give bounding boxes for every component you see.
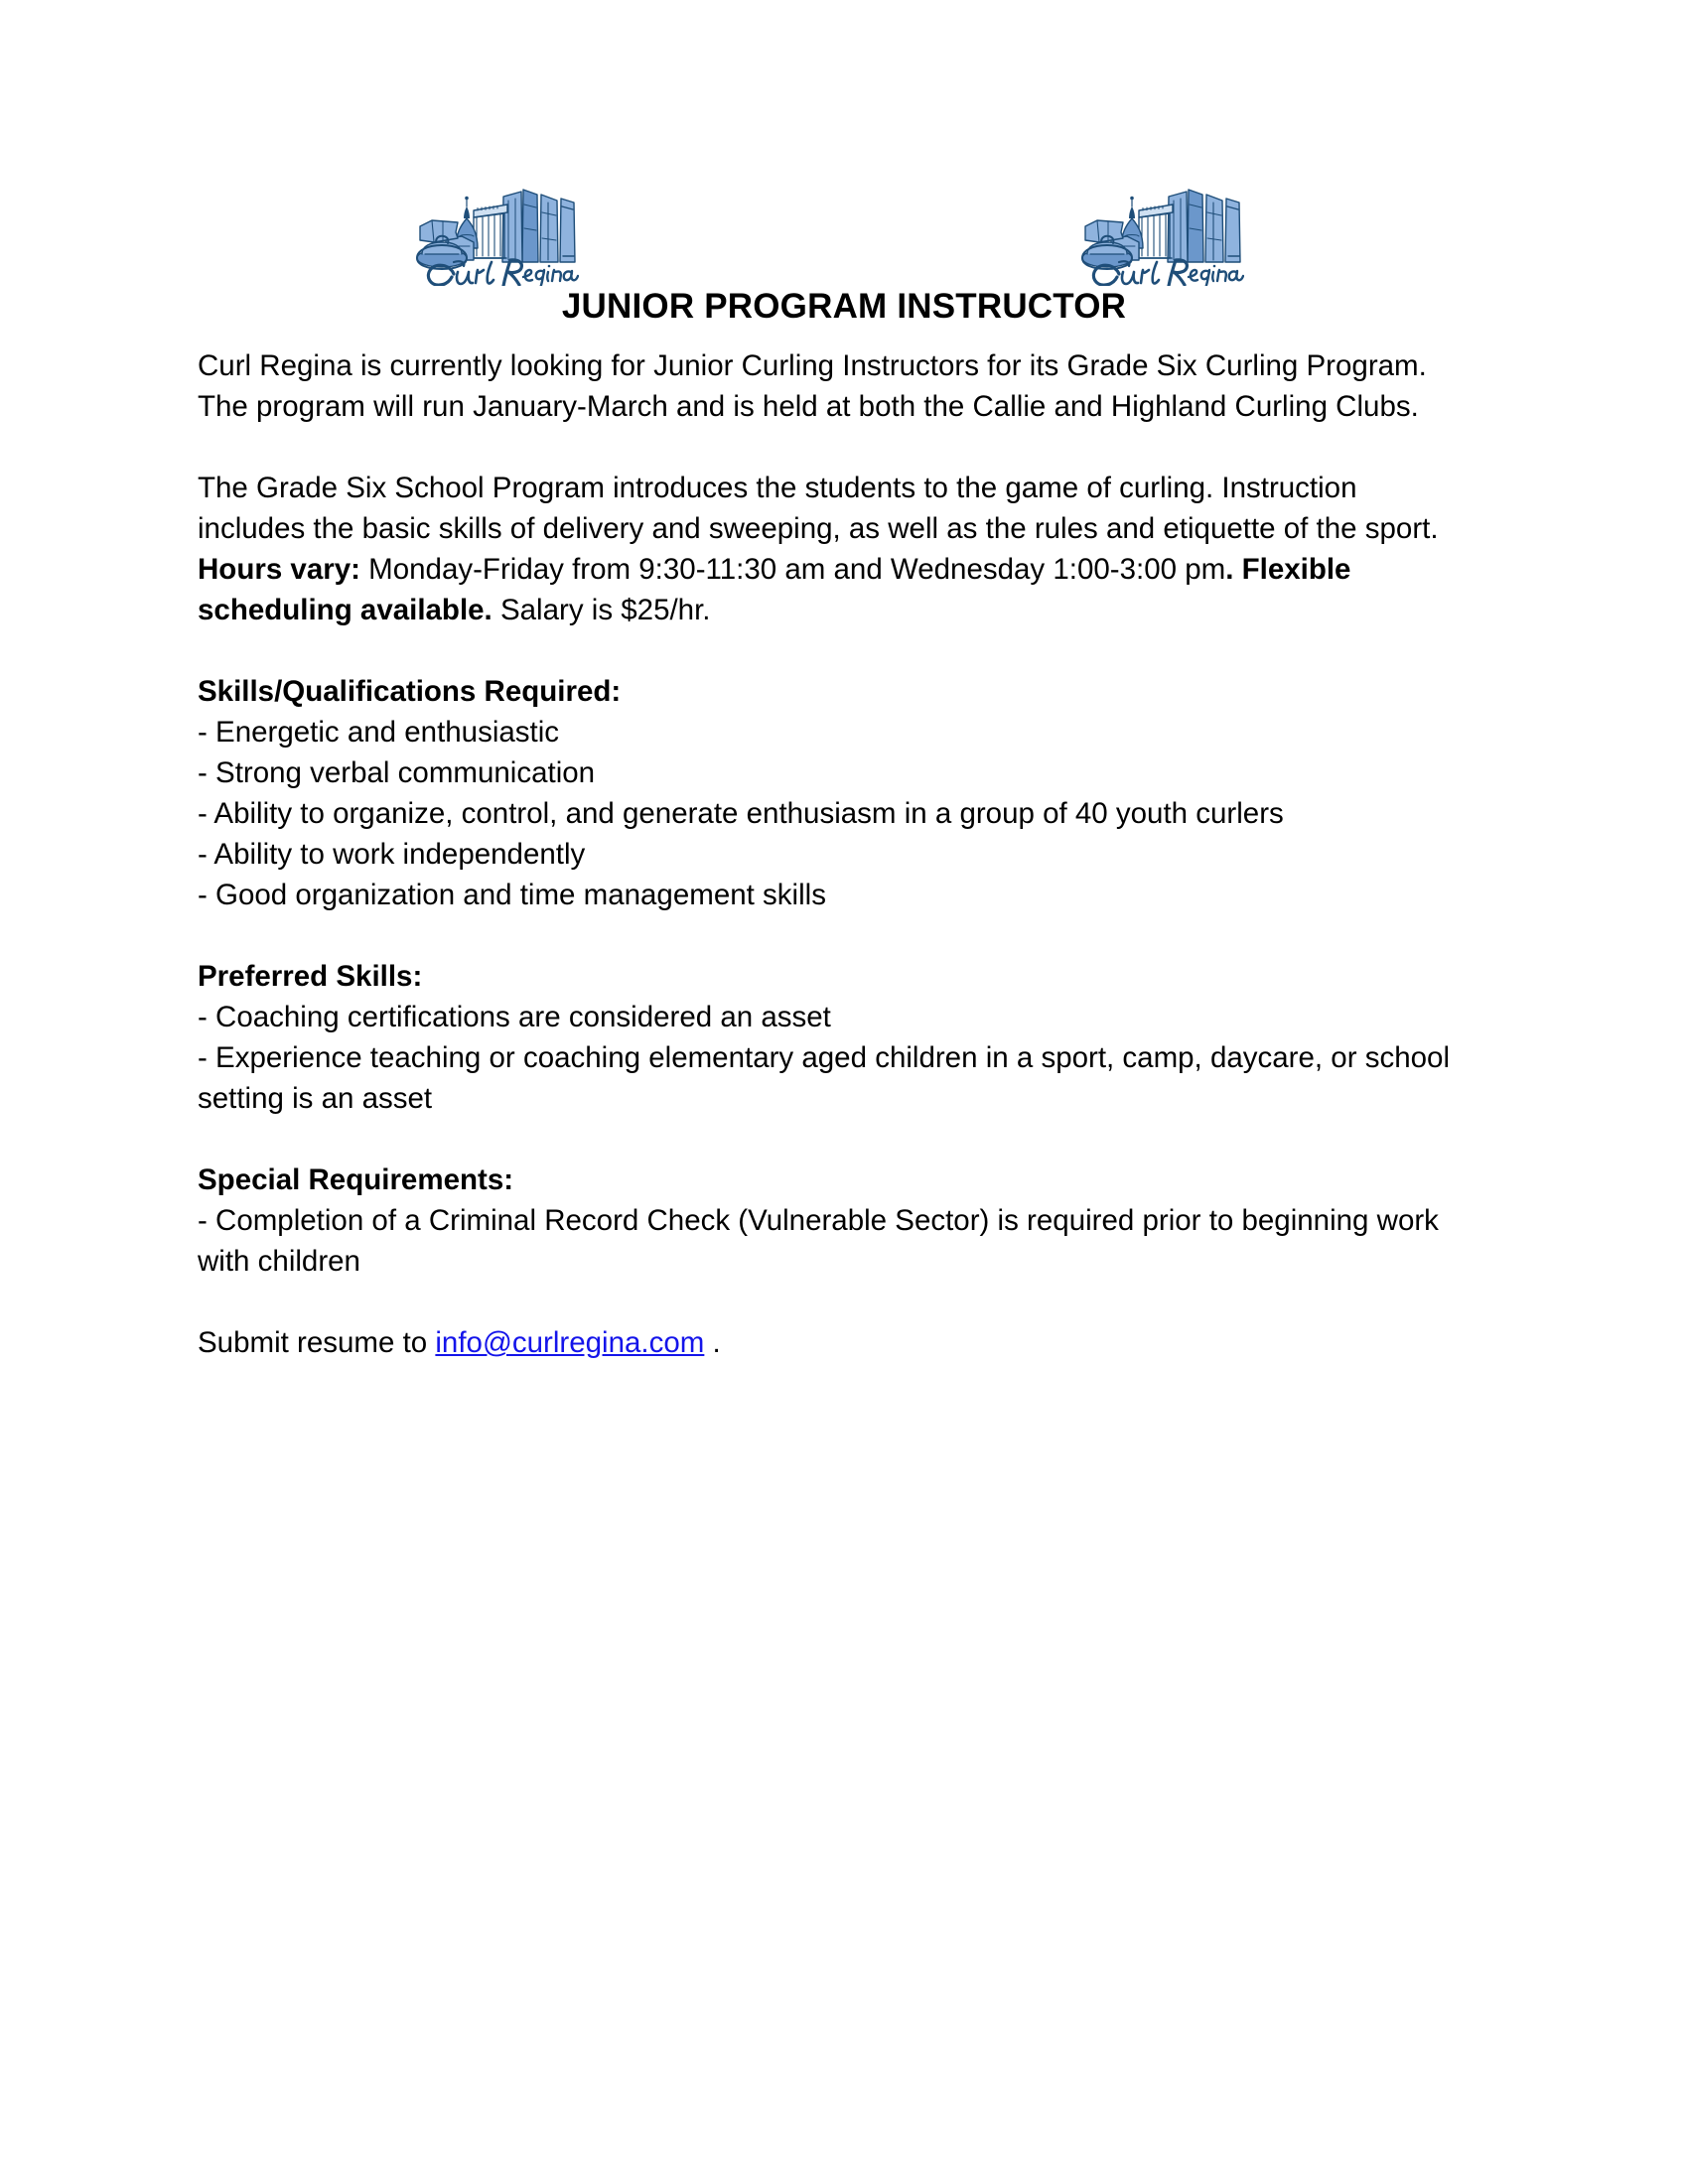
- list-item: - Completion of a Criminal Record Check (Vulnerable Sector) is required prior to beginning work with children: [198, 1204, 1439, 1278]
- page-title: JUNIOR PROGRAM INSTRUCTOR: [561, 287, 1127, 327]
- curl-regina-logo-left: [412, 177, 579, 286]
- spacer: [198, 427, 1488, 468]
- program-line-2: includes the basic skills of delivery and sweeping, as well as the rules and etiquette of the sport.: [198, 512, 1439, 545]
- submit-resume-line: [198, 1322, 1488, 1363]
- intro-paragraph: [198, 345, 1488, 427]
- list-item: - Coaching certifications are considered an asset: [198, 1001, 831, 1033]
- spacer: [198, 630, 1488, 671]
- intro-line-1: Curl Regina is currently looking for Junior Curling Instructors for its Grade Six Curling Program.: [198, 349, 1427, 382]
- curl-regina-logo-icon: [412, 177, 579, 286]
- list-item: - Ability to work independently: [198, 838, 586, 871]
- list-item: - Energetic and enthusiastic: [198, 716, 560, 749]
- submit-prefix: Submit resume to: [198, 1326, 436, 1359]
- email-link[interactable]: info@curlregina.com: [435, 1326, 705, 1359]
- preferred-skills-heading: Preferred Skills:: [198, 960, 423, 993]
- curl-regina-logo-icon: [1077, 177, 1244, 286]
- salary-note: Salary is $25/hr.: [492, 594, 711, 626]
- hours-value: Monday-Friday from 9:30-11:30 am and Wednesday 1:00-3:00 pm: [359, 553, 1226, 586]
- preferred-skills-section: [198, 956, 1488, 1119]
- flexible-scheduling-note: . Flexible scheduling available.: [198, 553, 1351, 626]
- list-item: - Strong verbal communication: [198, 756, 596, 789]
- submit-suffix: .: [704, 1326, 721, 1359]
- job-posting-body: [198, 345, 1488, 1363]
- list-item: - Experience teaching or coaching elementary aged children in a sport, camp, daycare, or school setting is an asset: [198, 1041, 1450, 1115]
- program-paragraph: [198, 468, 1488, 630]
- spacer: [198, 1119, 1488, 1160]
- intro-line-2: The program will run January-March and is held at both the Callie and Highland Curling Clubs.: [198, 390, 1419, 423]
- special-requirements-heading: Special Requirements:: [198, 1163, 514, 1196]
- skills-heading: Skills/Qualifications Required:: [198, 675, 622, 708]
- list-item: - Good organization and time management skills: [198, 879, 826, 911]
- hours-label: Hours vary:: [198, 553, 360, 586]
- curl-regina-logo-right: [1077, 177, 1244, 286]
- program-line-1: The Grade Six School Program introduces the students to the game of curling. Instruction: [198, 472, 1357, 504]
- skills-section: [198, 671, 1488, 915]
- spacer: [198, 915, 1488, 956]
- special-requirements-section: [198, 1160, 1488, 1282]
- spacer: [198, 1282, 1488, 1322]
- list-item: - Ability to organize, control, and generate enthusiasm in a group of 40 youth curlers: [198, 797, 1284, 830]
